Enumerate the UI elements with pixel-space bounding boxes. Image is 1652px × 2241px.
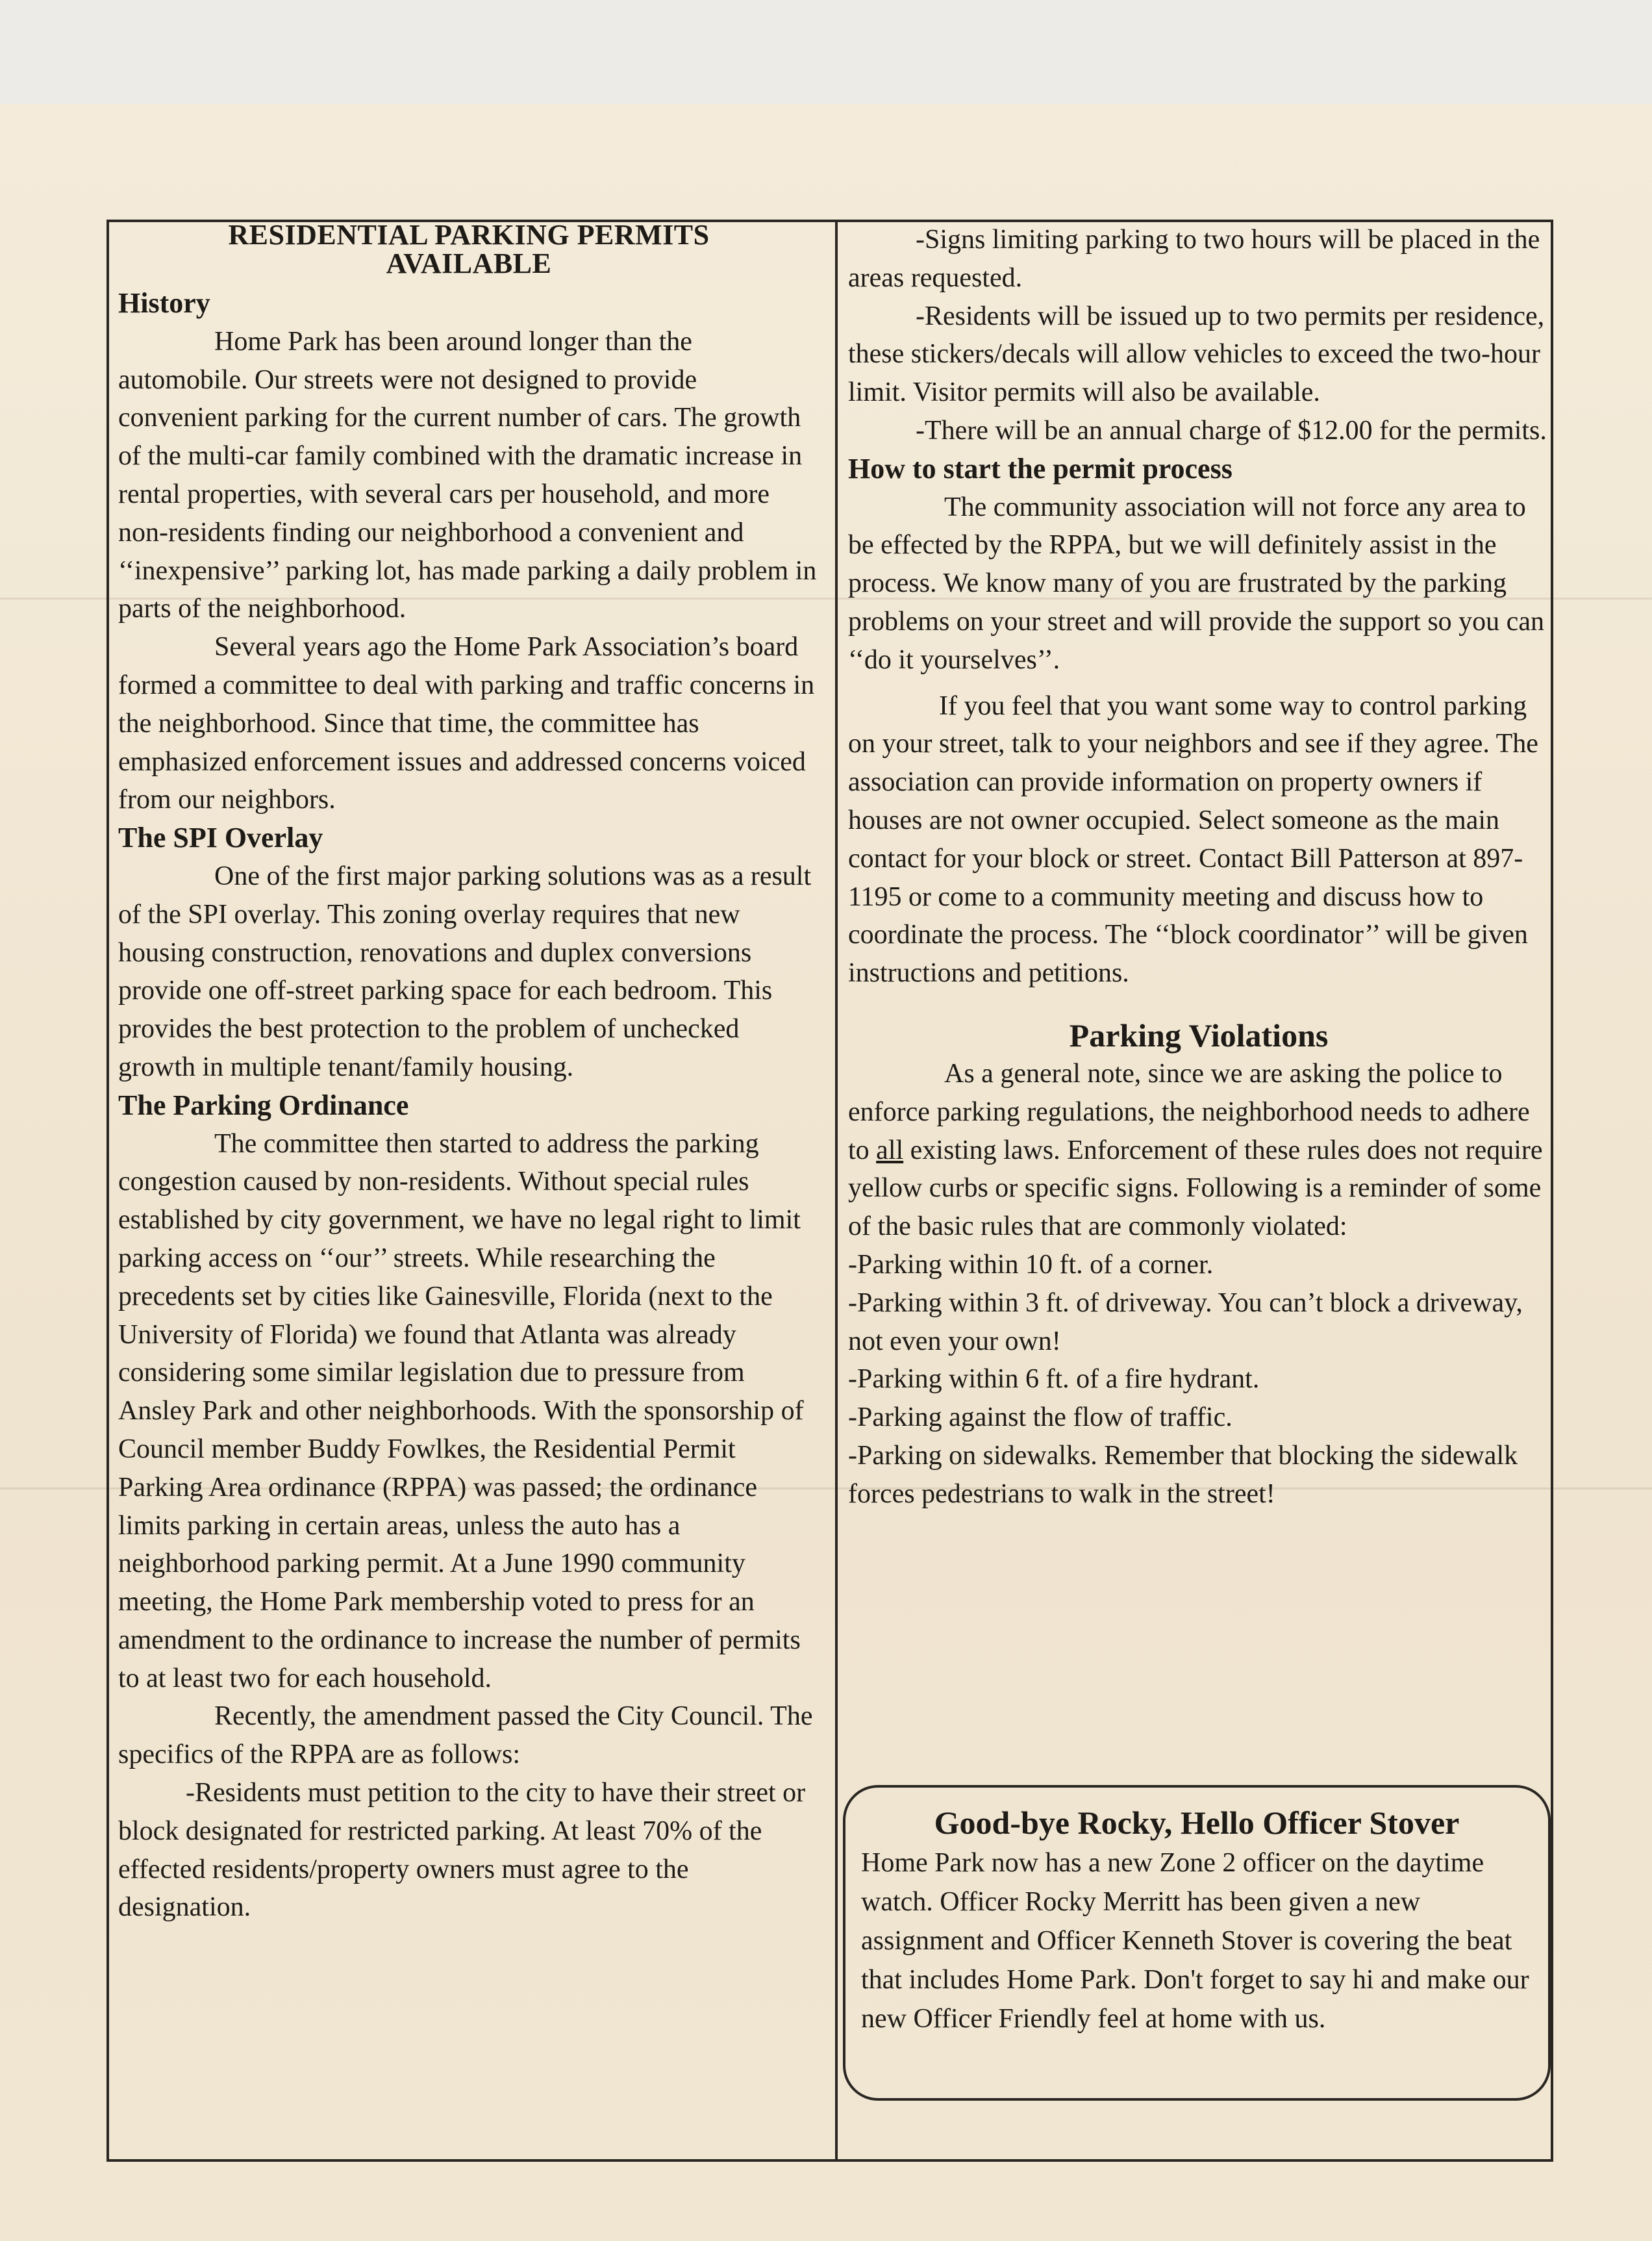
violations-intro-text: As a general note, since we are asking the police to enforce parking regulations, the neighborhood needs to adhere to <box>848 1058 1530 1165</box>
violations-intro <box>848 1055 1549 1246</box>
process-paragraph-1: The community association will not force any area to be effected by the RPPA, but we will definitely assist in the process. We know many of you are frustrated by the parking problems on your street and will provide the support so you can ‘‘do it yourselves’’. <box>848 492 1544 675</box>
specifics-item-3: -There will be an annual charge of $12.00 for the permits. <box>916 415 1547 446</box>
violation-rule: -Parking within 10 ft. of a corner. <box>848 1249 1214 1280</box>
column-divider <box>835 220 838 2162</box>
ordinance-heading: The Parking Ordinance <box>118 1089 409 1121</box>
process-heading: How to start the permit process <box>848 452 1233 485</box>
violation-rule: -Parking against the flow of traffic. <box>848 1402 1233 1433</box>
specifics-item-2: -Residents will be issued up to two permits per residence, these stickers/decals will allow vehicles to exceed the two-hour limit. Visitor permits will also be available. <box>848 301 1545 408</box>
spi-paragraph: One of the first major parking solutions was as a result of the SPI overlay. This zoning overlay requires that new housing construction, renovations and duplex conversions provide one off-street parking space for each bedroom. This provides the best protection to the problem of unchecked growth in multiple tenant/family housing. <box>118 861 812 1082</box>
history-paragraph-2: Several years ago the Home Park Association’s board formed a committee to deal with parking and traffic concerns in the neighborhood. Since that time, the committee has emphasized enforcement issues and addressed concerns voiced from our neighbors. <box>118 632 815 815</box>
history-paragraph-1: Home Park has been around longer than the automobile. Our streets were not designed to provide convenient parking for the current number of cars. The growth of the multi-car family combined with the dramatic increase in rental properties, with several cars per household, and more non-residents finding our neighborhood a convenient and ‘‘inexpensive’’ parking lot, has made parking a daily problem in parts of the neighborhood. <box>118 326 817 624</box>
notice-title: Good-bye Rocky, Hello Officer Stover <box>934 1804 1460 1841</box>
title-line-2: AVAILABLE <box>386 247 552 279</box>
spi-heading: The SPI Overlay <box>118 822 323 854</box>
ordinance-paragraph-2: Recently, the amendment passed the City Council. The specifics of the RPPA are as follows: <box>118 1701 813 1770</box>
violation-rule: -Parking on sidewalks. Remember that blocking the sidewalk forces pedestrians to walk in the street! <box>848 1440 1518 1509</box>
ordinance-paragraph-1: The committee then started to address the parking congestion caused by non-residents. Without special rules established by city government, we have no legal right to limit parking access on ‘‘our’’ streets. While researching the precedents set by cities like Gainesville, Florida (next to the University of Florida) we found that Atlanta was already considering some similar legislation due to pressure from Ansley Park and other neighborhoods. With the sponsorship of Council member Buddy Fowlkes, the Residential Permit Parking Area ordinance (RPPA) was passed; the ordinance limits parking in certain areas, unless the auto has a neighborhood parking permit. At a June 1990 community meeting, the Home Park membership voted to press for an amendment to the ordinance to increase the number of permits to at least two for each household. <box>118 1128 804 1693</box>
left-column <box>118 221 820 1927</box>
ordinance-paragraph-3: -Residents must petition to the city to have their street or block designated for restricted parking. At least 70% of the effected residents/property owners must agree to the designation. <box>118 1778 806 1923</box>
right-column <box>848 221 1549 1513</box>
article-title <box>118 221 820 278</box>
violations-intro-text: existing laws. Enforcement of these rules does not require yellow curbs or specific signs. Following is a reminder of some of the basic rules that are commonly violated: <box>848 1135 1543 1242</box>
violations-heading: Parking Violations <box>1069 1017 1329 1054</box>
violation-rule: -Parking within 3 ft. of driveway. You can’t block a driveway, not even your own! <box>848 1287 1523 1356</box>
notice-body: Home Park now has a new Zone 2 officer on the daytime watch. Officer Rocky Merritt has been given a new assignment and Officer Kenneth Stover is covering the beat that includes Home Park. Don't forget to say hi and make our new Officer Friendly feel at home with us. <box>861 1848 1529 2034</box>
notice-box <box>843 1785 1551 2101</box>
violation-rule: -Parking within 6 ft. of a fire hydrant. <box>848 1364 1260 1395</box>
history-heading: History <box>118 287 210 319</box>
process-paragraph-2: If you feel that you want some way to control parking on your street, talk to your neighbors and see if they agree. The association can provide information on property owners if houses are not owner occupied. Select someone as the main contact for your block or street. Contact Bill Patterson at 897-1195 or come to a community meeting and discuss how to coordinate the process. The ‘‘block coordinator’’ will be given instructions and petitions. <box>848 690 1538 989</box>
title-line-1: RESIDENTIAL PARKING PERMITS <box>228 219 710 251</box>
specifics-item-1: -Signs limiting parking to two hours will be placed in the areas requested. <box>848 225 1540 293</box>
violations-intro-emphasis: all <box>876 1135 904 1165</box>
